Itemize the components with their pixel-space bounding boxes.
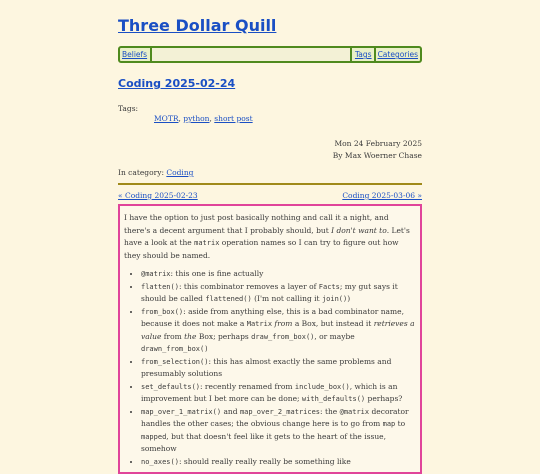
post-pager — [118, 191, 422, 200]
list-item: • no_axes(): should really really really be something like — [141, 456, 416, 469]
post-category — [118, 168, 422, 177]
list-item: • @matrix: this one is fine actually — [141, 268, 416, 281]
post-title-link[interactable]: Coding 2025-02-24 — [118, 77, 236, 90]
nav-tags-link[interactable]: Tags — [354, 50, 372, 59]
navbar — [118, 46, 422, 63]
post-author: By Max Woerner Chase — [332, 151, 422, 160]
divider-rule — [118, 183, 422, 185]
category-label: In category: — [118, 168, 164, 177]
tag-link-short-post[interactable]: short post — [214, 114, 253, 123]
tag-link-motr[interactable]: MOTR — [154, 114, 179, 123]
operation-list — [124, 268, 416, 468]
tags-label: Tags: — [118, 104, 139, 113]
list-item: • set_defaults(): recently renamed from include_box(), which is an improvement but I bet more can be done; with_defaults() perhaps? — [141, 381, 416, 406]
list-item: • from_box(): aside from anything else, this is a bad combinator name, because it does not make a Matrix from a Box, but instead it retrieves a value from the Box; perhaps draw_from_box(), or maybe drawn_from_box() — [141, 306, 416, 356]
tags-list: MOTR, python, short post — [154, 114, 253, 123]
nav-beliefs-link[interactable]: Beliefs — [122, 50, 148, 59]
page — [118, 16, 422, 474]
post-date: Mon 24 February 2025 — [334, 139, 422, 148]
list-item: • flatten(): this combinator removes a layer of Facts; my gut says it should be called flattened() (I'm not calling it join()) — [141, 281, 416, 306]
next-post-link[interactable]: Coding 2025-03-06 » — [342, 191, 422, 200]
intro-paragraph: I have the option to just post basically nothing and call it a night, and there's a decent argument that I probably should, but I don't want to. Let's have a look at the matrix operation names so I can try to figure out how they should be named. — [124, 213, 410, 260]
tag-link-python[interactable]: python — [183, 114, 210, 123]
list-item: • from_selection(): this has almost exactly the same problems and presumably solutions — [141, 356, 416, 381]
list-item: • map_over_1_matrix() and map_over_2_matrices: the @matrix decorator handles the other cases; the obvious change here is to go from map to mapped, but that doesn't feel like it gets to the heart of the issue, somehow — [141, 406, 416, 456]
post-meta — [118, 138, 422, 162]
post-body — [118, 204, 422, 474]
nav-search-field[interactable] — [150, 48, 352, 61]
prev-post-link[interactable]: « Coding 2025-02-23 — [118, 191, 198, 200]
category-link[interactable]: Coding — [166, 168, 194, 177]
site-title-link[interactable]: Three Dollar Quill — [118, 16, 277, 35]
nav-categories-link[interactable]: Categories — [377, 50, 418, 59]
